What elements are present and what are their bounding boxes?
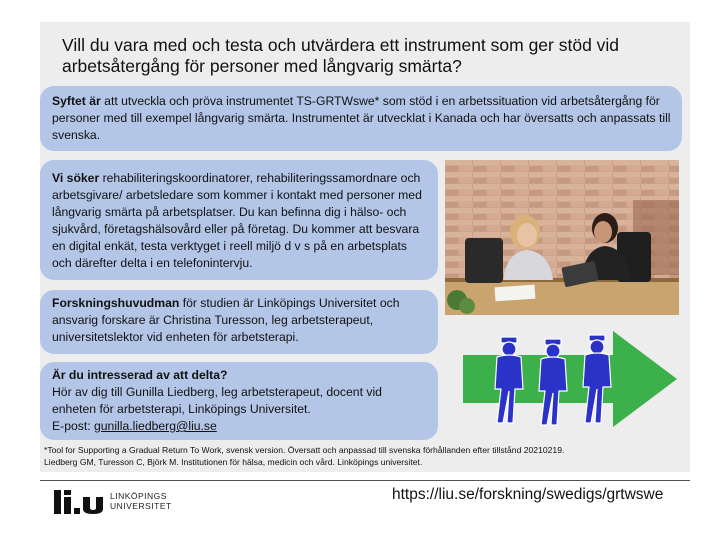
footnote [44,444,684,468]
email-link[interactable]: gunilla.liedberg@liu.se [94,419,217,433]
liu-logo [54,488,172,514]
page-title: Vill du vara med och testa och utvärdera ett instrument som ger stöd vid arbetsåtergång för personer med långvarig smärta? [62,35,620,76]
liu-logo-text [110,491,172,511]
interest-lead: Är du intresserad av att delta? [52,368,228,382]
project-url[interactable]: https://liu.se/forskning/swedigs/grtwswe [392,486,664,503]
logo-line-1: LINKÖPINGS [110,491,167,501]
purpose-box [40,86,682,151]
seeking-lead: Vi söker [52,171,100,185]
footnote-line-2: Liedberg GM, Turesson C, Björk M. Institutionen för hälsa, medicin och vård. Linköpings universitet. [44,457,423,467]
research-lead: Forskningshuvudman [52,296,180,310]
walking-figures-icon [495,335,611,425]
interest-text: Hör av dig till Gunilla Liedberg, leg arbetsterapeut, docent vid enheten för arbetsterapi, Linköpings Universitet. [52,385,382,416]
logo-line-2: UNIVERSITET [110,501,172,511]
photo-illustration [445,160,679,315]
email-label: E-post: [52,419,94,433]
seeking-text: rehabiliteringskoordinatorer, rehabiliteringssamordnare och arbetsgivare/ arbetsledare som kommer i kontakt med personer med långvarig smärta på arbetsplatser. Du kan befinna dig i hälso- och sjukvård, företagshälsovård eller på företag. Du kommer att besvara en digital enkät, testa verktyget i reell miljö d v s på en arbetsplats och därefter delta i en telefonintervju. [52,171,422,270]
research-principal-box [40,290,438,354]
purpose-text: att utveckla och pröva instrumentet TS-GRTWswe* som stöd i en arbetssituation vid arbetsåtergång för personer med till exempel långvarig smärta. Instrumentet är utvecklat i Kanada och har översatts och anpassats till svenska. [52,94,671,142]
footnote-line-1: *Tool for Supporting a Gradual Return To Work, svensk version. Översatt och anpassad till svenska förhållanden efter tillstånd 20210219. [44,445,565,455]
interest-box [40,362,438,440]
liu-logo-mark-icon [54,488,104,514]
purpose-lead: Syftet är [52,94,101,108]
research-text: för studien är Linköpings Universitet och ansvarig forskare är Christina Turesson, leg arbetsterapeut, universitetslektor vid enheten för arbetsterapi. [52,296,400,344]
seeking-box [40,160,438,280]
footer-divider [40,480,690,481]
arrow-with-figures-illustration [463,327,678,432]
photo-two-women-meeting [445,160,679,315]
